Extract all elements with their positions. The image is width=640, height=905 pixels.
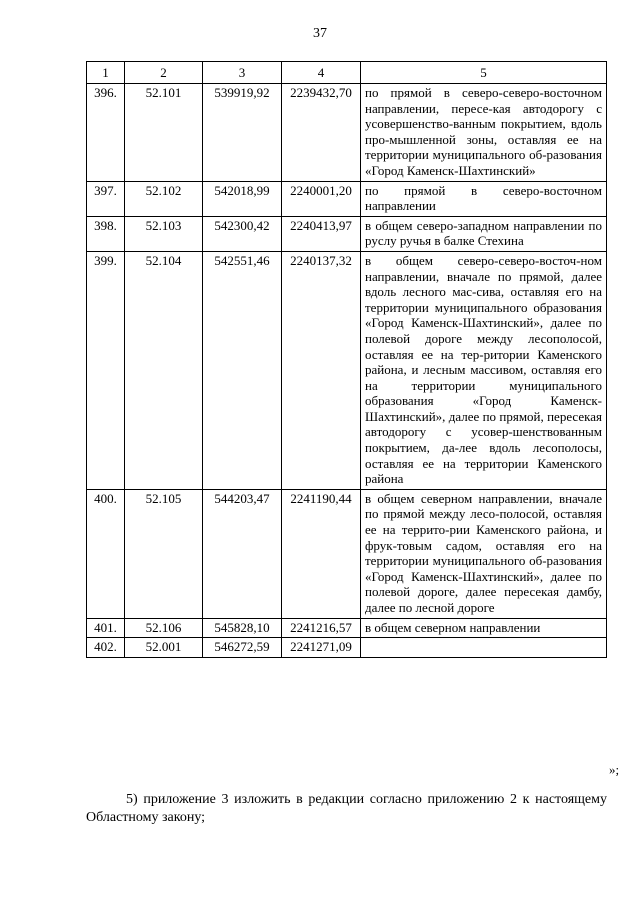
y-coordinate: 2239432,70 bbox=[282, 84, 361, 182]
point-id: 52.103 bbox=[125, 216, 203, 251]
point-id: 52.001 bbox=[125, 638, 203, 658]
table-row bbox=[87, 489, 607, 618]
x-coordinate: 545828,10 bbox=[203, 618, 282, 638]
table-row bbox=[87, 251, 607, 489]
boundary-description: в общем северном направлении bbox=[361, 618, 607, 638]
y-coordinate: 2240137,32 bbox=[282, 251, 361, 489]
x-coordinate: 546272,59 bbox=[203, 638, 282, 658]
row-number: 402. bbox=[87, 638, 125, 658]
table-header-row bbox=[87, 62, 607, 84]
point-id: 52.102 bbox=[125, 181, 203, 216]
y-coordinate: 2241190,44 bbox=[282, 489, 361, 618]
point-id: 52.106 bbox=[125, 618, 203, 638]
y-coordinate: 2240413,97 bbox=[282, 216, 361, 251]
x-coordinate: 539919,92 bbox=[203, 84, 282, 182]
table-row bbox=[87, 84, 607, 182]
point-id: 52.105 bbox=[125, 489, 203, 618]
row-number: 399. bbox=[87, 251, 125, 489]
boundary-table bbox=[86, 61, 607, 658]
boundary-description: по прямой в северо-восточном направлении bbox=[361, 181, 607, 216]
row-number: 401. bbox=[87, 618, 125, 638]
closing-quote: »; bbox=[609, 762, 620, 777]
row-number: 396. bbox=[87, 84, 125, 182]
header-cell: 2 bbox=[125, 62, 203, 84]
row-number: 397. bbox=[87, 181, 125, 216]
boundary-description bbox=[361, 638, 607, 658]
x-coordinate: 542551,46 bbox=[203, 251, 282, 489]
y-coordinate: 2241271,09 bbox=[282, 638, 361, 658]
header-cell: 1 bbox=[87, 62, 125, 84]
boundary-description: в общем северо-западном направлении по руслу ручья в балке Стехина bbox=[361, 216, 607, 251]
header-cell: 5 bbox=[361, 62, 607, 84]
row-number: 398. bbox=[87, 216, 125, 251]
boundary-description: по прямой в северо-северо-восточном направлении, пересе-кая автодорогу с усовершенство-ванным покрытием, вдоль про-мышленной зоны, оставляя ее на территории муниципального об-разования «Город Каменск-Шахтинский» bbox=[361, 84, 607, 182]
x-coordinate: 542300,42 bbox=[203, 216, 282, 251]
x-coordinate: 542018,99 bbox=[203, 181, 282, 216]
point-id: 52.104 bbox=[125, 251, 203, 489]
header-cell: 4 bbox=[282, 62, 361, 84]
table-row bbox=[87, 638, 607, 658]
row-number: 400. bbox=[87, 489, 125, 618]
header-cell: 3 bbox=[203, 62, 282, 84]
x-coordinate: 544203,47 bbox=[203, 489, 282, 618]
table-row bbox=[87, 618, 607, 638]
boundary-description: в общем северо-северо-восточ-ном направлении, вначале по прямой, далее вдоль лесного мас-сива, оставляя его на территории муниципального образования «Город Каменск-Шахтинский», далее по полевой дороге между лесополосой, оставляя ее на тер-ритории Каменского района, и лесным массивом, оставляя его на территории муниципального образования «Город Каменск-Шахтинский», далее по прямой, пересекая автодорогу с усовер-шенствованным покрытием, да-лее вдоль лесополосы, оставляя ее на территории Каменского района bbox=[361, 251, 607, 489]
page-number: 37 bbox=[313, 26, 327, 41]
table-row bbox=[87, 181, 607, 216]
amendment-paragraph: 5) приложение 3 изложить в редакции согласно приложению 2 к настоящему Областному закону; bbox=[86, 792, 607, 825]
y-coordinate: 2241216,57 bbox=[282, 618, 361, 638]
point-id: 52.101 bbox=[125, 84, 203, 182]
boundary-description: в общем северном направлении, вначале по прямой между лесо-полосой, оставляя ее на террито-рии Каменского района, и фрук-товым садом, оставляя его на территории муниципального об-разования «Город Каменск-Шахтинский», далее по полевой дороге, далее пересекая дамбу, далее по лесной дороге bbox=[361, 489, 607, 618]
y-coordinate: 2240001,20 bbox=[282, 181, 361, 216]
table-row bbox=[87, 216, 607, 251]
